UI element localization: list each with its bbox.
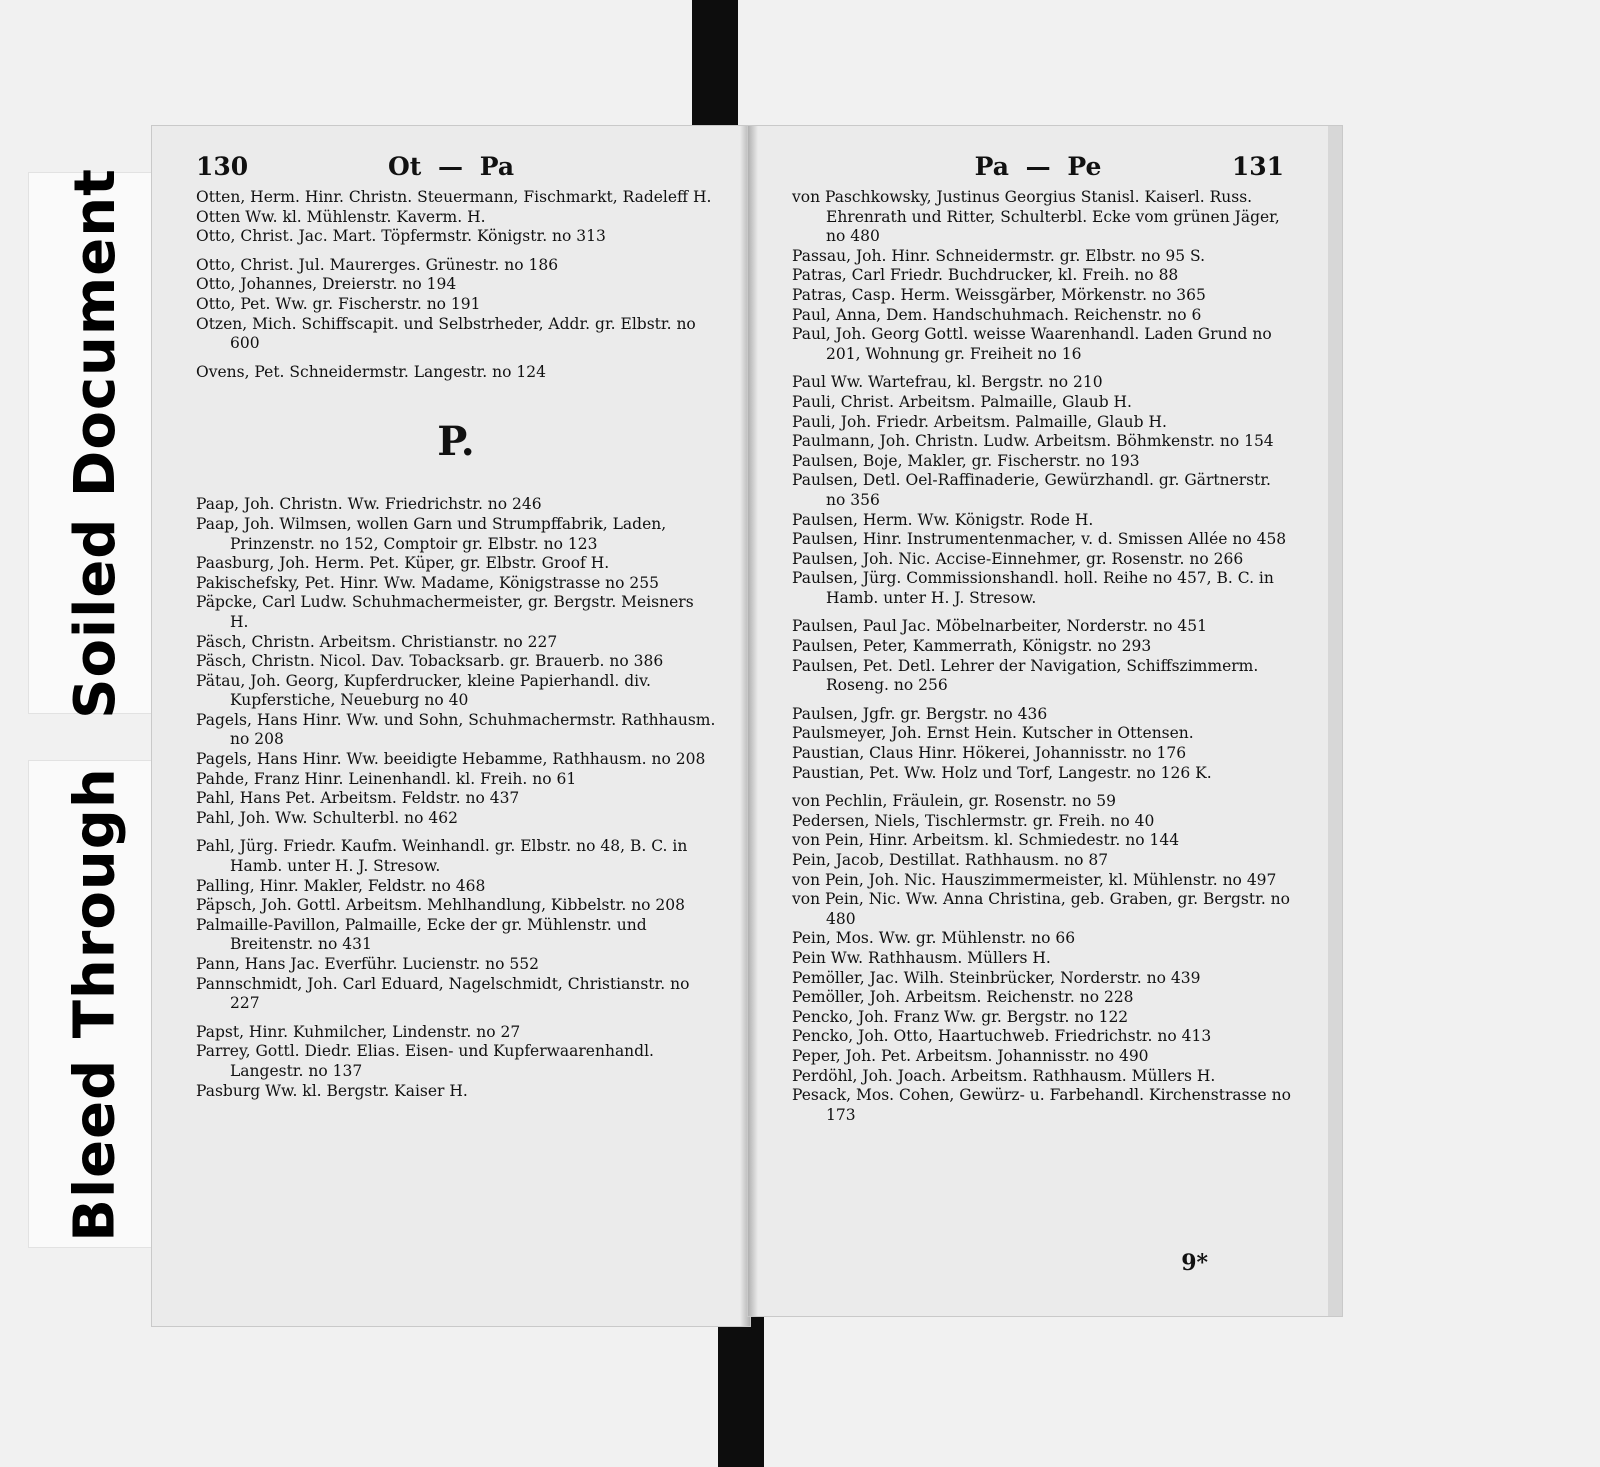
directory-entry: Paulsen, Jgfr. gr. Bergstr. no 436 [792, 704, 1048, 723]
directory-entry: Päpsch, Joh. Gottl. Arbeitsm. Mehlhandlung, Kibbelstr. no 208 [196, 896, 686, 915]
left-entries-after [196, 495, 716, 1101]
directory-entry: Paul, Anna, Dem. Handschuhmach. Reichenstr. no 6 [792, 305, 1202, 324]
directory-entry: Päpcke, Carl Ludw. Schuhmachermeister, gr. Bergstr. Meisners H. [196, 593, 694, 631]
directory-entry: Päsch, Christn. Arbeitsm. Christianstr. no 227 [196, 632, 558, 651]
directory-entry: Paulsen, Jürg. Commissionshandl. holl. Reihe no 457, B. C. in Hamb. unter H. J. Stresow. [792, 569, 1274, 607]
directory-entry: Pahde, Franz Hinr. Leinenhandl. kl. Freih. no 61 [196, 769, 577, 788]
directory-entry: Pahl, Jürg. Friedr. Kaufm. Weinhandl. gr. Elbstr. no 48, B. C. in Hamb. unter H. J. Stresow. [196, 837, 688, 876]
directory-entry: Papst, Hinr. Kuhmilcher, Lindenstr. no 27 [196, 1022, 521, 1041]
directory-entry: von Pein, Hinr. Arbeitsm. kl. Schmiedestr. no 144 [792, 831, 1180, 850]
directory-entry: Paulsen, Peter, Kammerrath, Königstr. no 293 [792, 637, 1152, 656]
directory-entry: Pesack, Mos. Cohen, Gewürz- u. Farbehandl. Kirchenstrasse no 173 [792, 1086, 1291, 1124]
directory-entry: Pagels, Hans Hinr. Ww. und Sohn, Schuhmachermstr. Rathhausm. no 208 [196, 710, 716, 749]
directory-entry: Otten Ww. kl. Mühlenstr. Kaverm. H. [196, 207, 486, 226]
directory-entry: Otto, Christ. Jul. Maurerges. Grünestr. no 186 [196, 255, 559, 274]
directory-entry: Pahl, Joh. Ww. Schulterbl. no 462 [196, 808, 458, 827]
right-entries [792, 188, 1294, 1125]
directory-entry: Paulsen, Hinr. Instrumentenmacher, v. d. Smissen Allée no 458 [792, 530, 1287, 549]
directory-entry: Paustian, Pet. Ww. Holz und Torf, Langestr. no 126 K. [792, 763, 1212, 782]
left-entries [196, 188, 716, 1101]
directory-entry: Pauli, Christ. Arbeitsm. Palmaille, Glaub H. [792, 392, 1132, 411]
directory-entry: Paulmann, Joh. Christn. Ludw. Arbeitsm. Böhmkenstr. no 154 [792, 432, 1274, 451]
directory-entry: von Pein, Joh. Nic. Hauszimmermeister, kl. Mühlenstr. no 497 [792, 870, 1277, 889]
directory-entry: Pauli, Joh. Friedr. Arbeitsm. Palmaille, Glaub H. [792, 412, 1167, 431]
directory-entry: Perdöhl, Joh. Joach. Arbeitsm. Rathhausm. Müllers H. [792, 1066, 1216, 1085]
directory-entry: Parrey, Gottl. Diedr. Elias. Eisen- und Kupferwaarenhandl. Langestr. no 137 [196, 1042, 654, 1080]
directory-entry: Palmaille-Pavillon, Palmaille, Ecke der gr. Mühlenstr. und Breitenstr. no 431 [196, 915, 647, 954]
directory-entry: Paap, Joh. Wilmsen, wollen Garn und Strumpffabrik, Laden, Prinzenstr. no 152, Comptoir gr. Elbstr. no 123 [196, 514, 667, 553]
directory-entry: Peper, Joh. Pet. Arbeitsm. Johannisstr. no 490 [792, 1046, 1149, 1065]
directory-entry: Pein, Mos. Ww. gr. Mühlenstr. no 66 [792, 929, 1076, 948]
right-running-head [792, 152, 1284, 186]
directory-entry: Otto, Johannes, Dreierstr. no 194 [196, 275, 457, 294]
directory-entry: Pein, Jacob, Destillat. Rathhausm. no 87 [792, 851, 1109, 869]
soiled-document-label: Soiled Document [62, 167, 128, 719]
directory-entry: Pagels, Hans Hinr. Ww. beeidigte Hebamme, Rathhausm. no 208 [196, 750, 706, 769]
directory-entry: Paulsen, Boje, Makler, gr. Fischerstr. no 193 [792, 451, 1140, 470]
directory-entry: Paulsmeyer, Joh. Ernst Hein. Kutscher in Ottensen. [792, 724, 1194, 743]
directory-entry: Palling, Hinr. Makler, Feldstr. no 468 [196, 876, 486, 895]
directory-entry: Pencko, Joh. Franz Ww. gr. Bergstr. no 122 [792, 1007, 1129, 1026]
directory-entry: von Pechlin, Fräulein, gr. Rosenstr. no 59 [792, 792, 1116, 811]
directory-entry: Pakischefsky, Pet. Hinr. Ww. Madame, Königstrasse no 255 [196, 573, 659, 592]
directory-entry: Ovens, Pet. Schneidermstr. Langestr. no 124 [196, 362, 546, 381]
soiled-document-label-card [28, 167, 162, 719]
directory-entry: Pannschmidt, Joh. Carl Eduard, Nagelschmidt, Christianstr. no 227 [196, 974, 690, 1013]
right-page-range: Pa — Pe [974, 152, 1102, 181]
left-page-number: 130 [196, 152, 249, 181]
directory-entry: Patras, Carl Friedr. Buchdrucker, kl. Freih. no 88 [792, 266, 1179, 285]
directory-entry: Paulsen, Pet. Detl. Lehrer der Navigation, Schiffszimmerm. Roseng. no 256 [792, 656, 1259, 695]
directory-entry: Patras, Casp. Herm. Weissgärber, Mörkenstr. no 365 [792, 285, 1206, 304]
directory-entry: Pahl, Hans Pet. Arbeitsm. Feldstr. no 437 [196, 789, 520, 808]
left-entries-before [196, 188, 716, 382]
section-letter: P. [437, 418, 475, 466]
directory-entry: Passau, Joh. Hinr. Schneidermstr. gr. Elbstr. no 95 S. [792, 246, 1206, 265]
bleed-through-label-card [28, 760, 162, 1248]
directory-entry: von Pein, Nic. Ww. Anna Christina, geb. Graben, gr. Bergstr. no 480 [792, 890, 1290, 928]
directory-entry: Pencko, Joh. Otto, Haartuchweb. Friedrichstr. no 413 [792, 1027, 1212, 1046]
directory-entry: Paap, Joh. Christn. Ww. Friedrichstr. no 246 [196, 495, 542, 514]
directory-entry: Paul Ww. Wartefrau, kl. Bergstr. no 210 [792, 373, 1103, 392]
directory-entry: Pemöller, Jac. Wilh. Steinbrücker, Norderstr. no 439 [792, 968, 1201, 987]
bleed-through-label: Bleed Through [62, 766, 128, 1242]
directory-entry: Paulsen, Herm. Ww. Königstr. Rode H. [792, 510, 1094, 529]
left-running-head [196, 152, 706, 186]
directory-entry: Paulsen, Detl. Oel-Raffinaderie, Gewürzhandl. gr. Gärtnerstr. no 356 [792, 471, 1271, 509]
directory-entry: Pein Ww. Rathhausm. Müllers H. [792, 948, 1051, 967]
directory-entry: Paulsen, Paul Jac. Möbelnarbeiter, Norderstr. no 451 [792, 617, 1207, 636]
right-page [748, 126, 1342, 1316]
directory-entry: Paustian, Claus Hinr. Hökerei, Johannisstr. no 176 [792, 744, 1187, 763]
directory-entry: Pann, Hans Jac. Everführ. Lucienstr. no 552 [196, 955, 539, 973]
right-gutter-shadow [748, 126, 758, 1316]
directory-entry: Otten, Herm. Hinr. Christn. Steuermann, Fischmarkt, Radeleff H. [196, 188, 712, 206]
directory-entry: Pemöller, Joh. Arbeitsm. Reichenstr. no 228 [792, 988, 1134, 1007]
directory-entry: Pasburg Ww. kl. Bergstr. Kaiser H. [196, 1081, 468, 1100]
directory-entry: Otto, Pet. Ww. gr. Fischerstr. no 191 [196, 294, 481, 313]
directory-entry: von Paschkowsky, Justinus Georgius Stanisl. Kaiserl. Russ. Ehrenrath und Ritter, Schulterbl. Ecke vom grünen Jäger, no 480 [792, 188, 1280, 246]
right-page-number: 131 [1231, 152, 1284, 181]
signature-mark: 9* [1181, 1250, 1208, 1276]
directory-entry: Otto, Christ. Jac. Mart. Töpfermstr. Königstr. no 313 [196, 227, 606, 246]
directory-entry: Päsch, Christn. Nicol. Dav. Tobacksarb. gr. Brauerb. no 386 [196, 652, 664, 671]
directory-entry: Pätau, Joh. Georg, Kupferdrucker, kleine Papierhandl. div. Kupferstiche, Neueburg no 40 [196, 671, 651, 710]
book-binding-top [692, 0, 738, 130]
directory-entry: Paul, Joh. Georg Gottl. weisse Waarenhandl. Laden Grund no 201, Wohnung gr. Freiheit no 16 [792, 325, 1272, 363]
left-page [152, 126, 750, 1326]
left-page-range: Ot — Pa [387, 152, 515, 181]
directory-entry: Otzen, Mich. Schiffscapit. und Selbstrheder, Addr. gr. Elbstr. no 600 [196, 314, 696, 353]
directory-entry: Paulsen, Joh. Nic. Accise-Einnehmer, gr. Rosenstr. no 266 [792, 549, 1244, 568]
directory-entry: Pedersen, Niels, Tischlermstr. gr. Freih. no 40 [792, 811, 1155, 830]
directory-entry: Paasburg, Joh. Herm. Pet. Küper, gr. Elbstr. Groof H. [196, 554, 610, 573]
